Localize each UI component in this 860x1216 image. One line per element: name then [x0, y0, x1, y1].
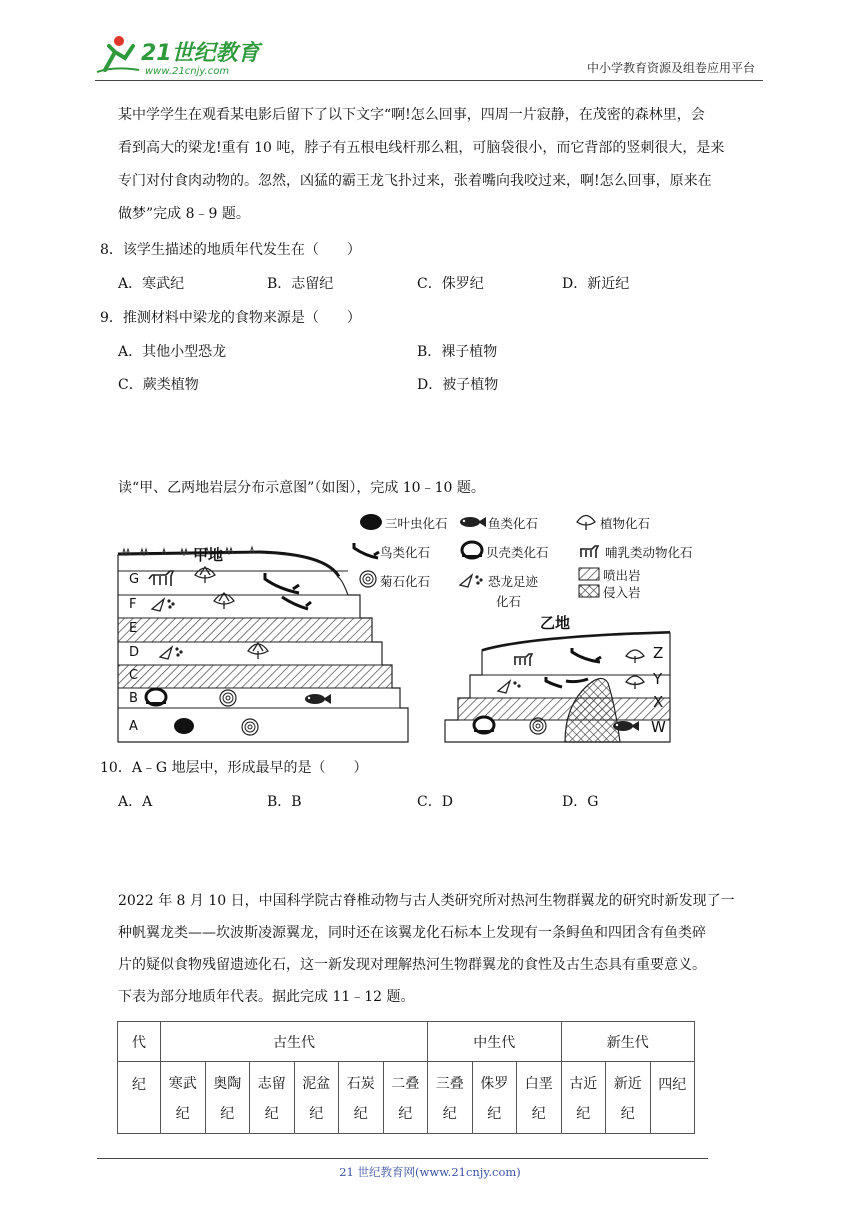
layer-label-f: F [129, 597, 137, 612]
intro3-line: 2022 年 8 月 10 日，中国科学院古脊椎动物与古人类研究所对热河生物群翼龙的研究时新发现了一 [118, 893, 735, 909]
period-cell: 古近 纪 [561, 1062, 606, 1134]
era-cell-cenozoic: 新生代 [561, 1022, 695, 1062]
layer-label-e: E [129, 621, 138, 636]
page-footer: 21 世纪教育网(www.21cnjy.com) [339, 1165, 521, 1179]
site-b-label: 乙地 [540, 614, 571, 632]
intro1-line: 专门对付食肉动物的。忽然，凶猛的霸王龙飞扑过来，张着嘴向我咬过来，啊!怎么回事，原来在 [118, 173, 712, 189]
q9-option-d[interactable]: D．被子植物 [417, 377, 499, 393]
intro-paragraph-2: 读“甲、乙两地岩层分布示意图”（如图），完成 10﹣10 题。 [118, 480, 485, 496]
shell-icon [462, 542, 482, 558]
layer-label-a: A [129, 719, 138, 734]
plant-icon [577, 516, 595, 531]
intro1-line: 做梦”完成 8﹣9 题。 [118, 206, 250, 222]
legend-mammal: 哺乳类动物化石 [605, 545, 693, 560]
q8-option-a[interactable]: A．寒武纪 [118, 276, 185, 292]
period-cell: 石炭 纪 [339, 1062, 384, 1134]
period-cell: 白垩 纪 [517, 1062, 562, 1134]
intro3-line: 下表为部分地质年代表。据此完成 11﹣12 题。 [118, 989, 415, 1005]
rock-strata-diagram [110, 505, 730, 745]
q8-option-c[interactable]: C．侏罗纪 [417, 276, 484, 292]
period-cell: 奥陶 纪 [205, 1062, 250, 1134]
intro1-line: 看到高大的梁龙!重有 10 吨，脖子有五根电线杆那么粗，可脑袋很小，而它背部的竖刺很大，是来 [118, 140, 725, 156]
bird-icon [354, 543, 379, 558]
legend-fish: 鱼类化石 [488, 516, 539, 531]
layer-label-g: G [129, 572, 140, 587]
q9-option-a[interactable]: A．其他小型恐龙 [118, 344, 227, 360]
logo-sub: www.21cnjy.com [145, 66, 230, 76]
mammal-icon [580, 546, 598, 558]
period-cell: 泥盆 纪 [294, 1062, 339, 1134]
legend-footprint: 恐龙足迹 [488, 574, 539, 589]
legend-footprint-2: 化石 [496, 594, 522, 609]
question-9-stem: 9．推测材料中梁龙的食物来源是（ ） [100, 310, 361, 326]
era-header: 代 [118, 1022, 161, 1062]
era-row [118, 1022, 695, 1062]
layer-label-b: B [129, 691, 138, 706]
legend-plant: 植物化石 [600, 516, 651, 531]
q8-option-b[interactable]: B．志留纪 [267, 276, 334, 292]
site-b-strata [445, 633, 670, 742]
q10-option-b[interactable]: B．B [267, 794, 302, 810]
q9-option-c[interactable]: C．蕨类植物 [118, 377, 199, 393]
layer-label-z: Z [653, 644, 664, 662]
fish-icon [460, 517, 486, 527]
intro1-line: 某中学学生在观看某电影后留下了以下文字“啊!怎么回事，四周一片寂静，在茂密的森林里，会 [118, 107, 705, 123]
q9-option-b[interactable]: B．裸子植物 [417, 344, 498, 360]
layer-label-y: Y [653, 670, 663, 688]
layer-label-c: C [129, 668, 139, 683]
trilobite-icon [174, 718, 194, 734]
era-cell-paleozoic: 古生代 [161, 1022, 428, 1062]
layer-label-d: D [129, 645, 140, 660]
shell-icon [474, 717, 494, 733]
legend-trilobite: 三叶虫化石 [385, 516, 448, 531]
period-cell: 三叠 纪 [428, 1062, 473, 1134]
intro3-line: 种帆翼龙类——坎波斯凌源翼龙，同时还在该翼龙化石标本上发现有一条鲟鱼和四团含有鱼类碎 [118, 925, 706, 941]
intro-paragraph-3 [118, 885, 778, 1013]
site-logo [95, 32, 265, 76]
page-header [95, 30, 763, 81]
site-a-label: 甲地 [193, 546, 224, 564]
period-cell: 四纪 [650, 1062, 695, 1134]
q8-option-d[interactable]: D．新近纪 [562, 276, 630, 292]
period-cell: 寒武 纪 [161, 1062, 206, 1134]
site-a-strata [118, 547, 408, 742]
q10-option-d[interactable]: D．G [562, 794, 599, 810]
period-cell: 志留 纪 [250, 1062, 295, 1134]
geologic-time-table [117, 1021, 695, 1134]
footprint-icon [460, 575, 483, 587]
period-cell: 侏罗 纪 [472, 1062, 517, 1134]
era-cell-mesozoic: 中生代 [428, 1022, 562, 1062]
logo-text: 21世纪教育 [141, 41, 260, 66]
legend-intrusive: 侵入岩 [603, 585, 641, 600]
period-cell: 二叠 纪 [383, 1062, 428, 1134]
period-row [118, 1062, 695, 1134]
question-10-stem: 10．A﹣G 地层中，形成最早的是（ ） [100, 760, 368, 776]
intrusive-rock-swatch [579, 585, 599, 597]
legend-shell: 贝壳类化石 [486, 545, 549, 560]
layer-label-x: X [653, 693, 664, 711]
ammonite-icon [360, 571, 376, 587]
platform-title: 中小学教育资源及组卷应用平台 [586, 61, 755, 75]
trilobite-icon [360, 514, 382, 530]
intro3-line: 片的疑似食物残留遗迹化石，这一新发现对理解热河生物群翼龙的食性及古生态具有重要意义。 [118, 957, 706, 973]
q10-option-a[interactable]: A．A [118, 794, 153, 810]
footer-divider [97, 1158, 708, 1159]
intro-paragraph-1 [118, 99, 768, 231]
shell-icon [146, 689, 166, 705]
period-cell: 新近 纪 [606, 1062, 651, 1134]
legend-extrusive: 喷出岩 [603, 568, 641, 583]
question-8-stem: 8．该学生描述的地质年代发生在（ ） [100, 242, 361, 258]
layer-label-w: W [651, 718, 666, 736]
extrusive-rock-swatch [579, 568, 599, 580]
q10-option-c[interactable]: C．D [417, 794, 453, 810]
legend-bird: 鸟类化石 [380, 545, 431, 560]
legend-ammonite: 菊石化石 [380, 574, 431, 589]
period-header: 纪 [118, 1062, 161, 1134]
